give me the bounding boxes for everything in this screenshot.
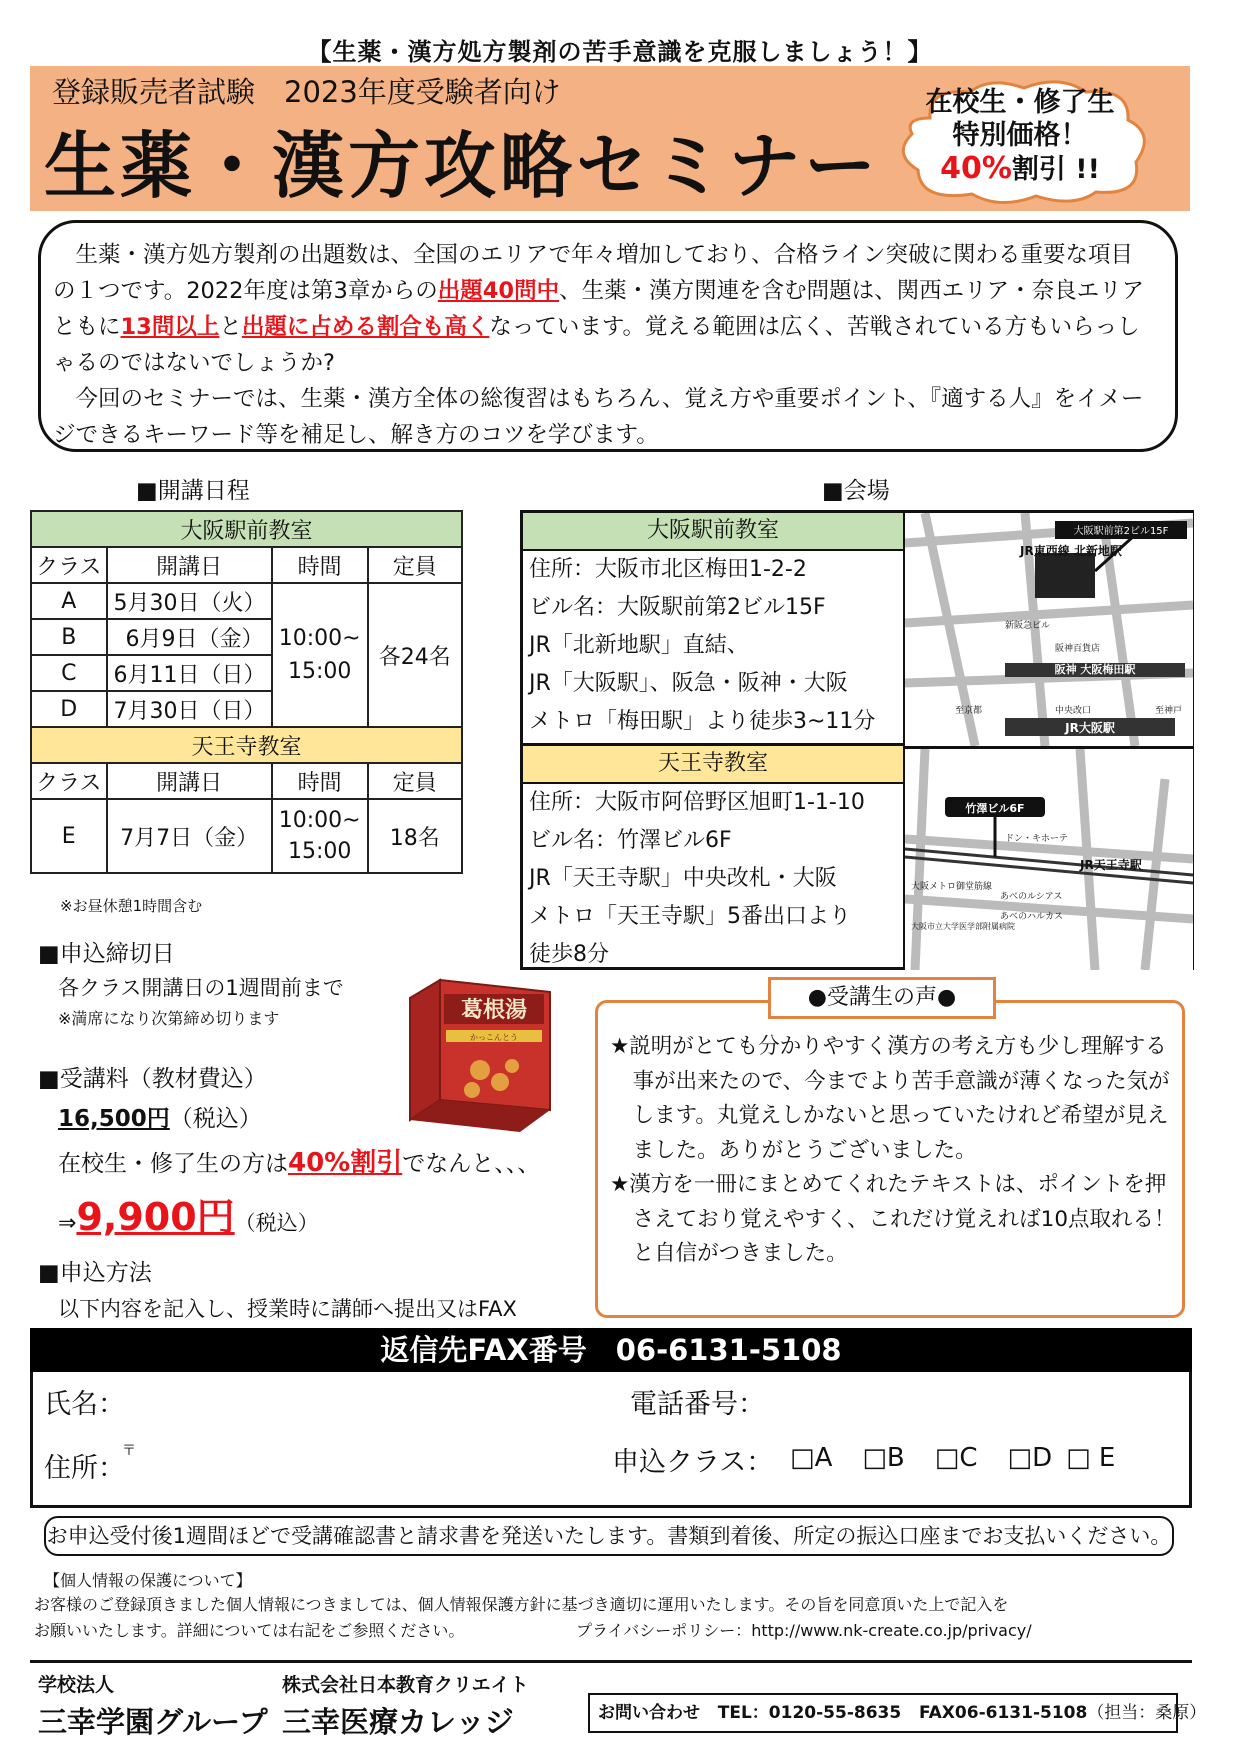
org1-name: 三幸学園グループ [38, 1705, 268, 1739]
badge-line1: 在校生・修了生 [925, 87, 1115, 118]
date-cell: 6月11日（日） [107, 655, 272, 691]
tennoji-venue-info [523, 746, 903, 967]
map-label: あべのハルカス [1000, 912, 1064, 922]
intro-text: と [219, 314, 242, 340]
kakkonto-box-illustration [400, 970, 560, 1135]
map-label: ドン・キホーテ [1005, 834, 1069, 844]
class-cell: B [31, 619, 107, 655]
class-cell: A [31, 583, 107, 619]
voice-title: ●受講生の声● [768, 977, 996, 1019]
col-class: クラス [31, 763, 107, 799]
venue-line: メトロ「梅田駅」より徒歩3~11分 [529, 709, 876, 734]
badge-line2: 特別価格！ [952, 120, 1088, 151]
venue-line: 住所：大阪市阿倍野区旭町1-1-10 [529, 790, 865, 815]
contact-person: （担当：桑原） [1087, 1703, 1207, 1723]
osaka-venue-header: 大阪駅前教室 [523, 513, 903, 551]
map-label: JR東西線 北新地駅 [1020, 544, 1122, 558]
map-label: 中央改口 [1055, 706, 1092, 716]
intro-text: 生薬・漢方処方製剤の出題数は、全国のエリアで年々増加しており、合格ライン突破に関わる重要な項目の１つです。2022年度は第3章からの [53, 242, 1134, 304]
apply-heading: ■申込方法 [38, 1260, 152, 1286]
voice-body [610, 1030, 1176, 1272]
badge-tail: 割引 !! [1011, 154, 1100, 185]
class-checkbox-b[interactable]: □B [862, 1443, 905, 1473]
venue-line: JR「天王寺駅」中央改札・大阪 [529, 866, 837, 891]
intro-paragraph-2: 今回のセミナーでは、生薬・漢方全体の総復習はもちろん、覚え方や重要ポイント、『適する人』をイメージできるキーワード等を補足し、解き方のコツを学びます。 [53, 386, 1144, 448]
contact-box [588, 1693, 1207, 1733]
tax-label: （税込） [169, 1106, 262, 1132]
postal-mark: 〒 [122, 1443, 136, 1459]
col-time: 時間 [272, 547, 368, 583]
schedule-table [30, 510, 463, 874]
map-label: 大阪駅前第2ビル15F [1073, 526, 1169, 537]
venue-line: ビル名：竹澤ビル6F [529, 828, 732, 853]
fee-heading: ■受講料（教材費込） [38, 1066, 267, 1092]
apply-text: 以下内容を記入し、授業時に講師へ提出又はFAX [58, 1297, 517, 1321]
osaka-map [903, 513, 1193, 746]
capacity-cell: 各24名 [368, 583, 462, 727]
class-cell: D [31, 691, 107, 727]
header-subtitle: 登録販売者試験 2023年度受験者向け [52, 75, 561, 109]
intro-box [38, 220, 1178, 452]
capacity-cell: 18名 [368, 799, 462, 873]
venue-line: JR「大阪駅」、阪急・阪神・大阪 [529, 671, 848, 696]
schedule-heading: ■開講日程 [136, 478, 250, 504]
fee-discount [58, 1142, 540, 1179]
venue-line: ビル名：大阪駅前第2ビル15F [529, 595, 826, 620]
intro-highlight: 13問以上 [120, 314, 220, 340]
time-start: 10:00~ [278, 808, 361, 833]
org1-small: 学校法人 [38, 1674, 115, 1696]
voice-item: ★漢方を一冊にまとめてくれたテキストは、ポイントを押さえており覚えやすく、これだけ覚えれば10点取れる！と自信がつきました。 [610, 1172, 1176, 1266]
address-label[interactable]: 住所： [44, 1453, 125, 1484]
venue-line: メトロ「天王寺駅」5番出口より [529, 904, 851, 929]
col-capacity: 定員 [368, 763, 462, 799]
venue-box [520, 510, 1194, 970]
map-label: 新阪急ビル [1005, 621, 1051, 631]
name-label[interactable]: 氏名： [44, 1389, 125, 1420]
venue-heading: ■会場 [822, 478, 890, 504]
badge-percent: 40% [940, 151, 1012, 186]
class-cell: E [31, 799, 107, 873]
deadline-text: 各クラス開講日の1週間前まで [58, 976, 344, 1000]
col-time: 時間 [272, 763, 368, 799]
contact-fax: FAX06-6131-5108 [918, 1703, 1088, 1723]
time-cell [272, 799, 368, 873]
class-options [790, 1443, 1115, 1473]
discount-text: でなんと、、、 [402, 1151, 541, 1177]
tagline: 【生薬・漢方処方製剤の苦手意識を克服しましょう！】 [307, 38, 933, 66]
tax-label: （税込） [234, 1211, 319, 1235]
product-label: 葛根湯 [460, 997, 528, 1023]
intro-highlight: 出題40問中 [437, 278, 560, 304]
venue-line: JR「北新地駅」直結、 [529, 633, 749, 658]
org2-name: 三幸医療カレッジ [282, 1705, 514, 1739]
product-sub: かっこんとう [470, 1033, 518, 1042]
tennoji-map [903, 746, 1193, 970]
map-label: あべのルシアス [1000, 892, 1063, 902]
deadline-heading: ■申込締切日 [38, 941, 175, 967]
venue-line: 徒歩8分 [529, 942, 609, 967]
date-cell: 5月30日（火） [107, 583, 272, 619]
discount-highlight: 40%割引 [288, 1148, 403, 1178]
lunch-note: ※お昼休憩1時間含む [60, 897, 203, 915]
fax-number-header: 返信先FAX番号 06-6131-5108 [30, 1328, 1192, 1372]
class-checkbox-d[interactable]: □D [1007, 1443, 1053, 1473]
class-cell: C [31, 655, 107, 691]
badge-line3 [910, 152, 1130, 186]
map-label: 竹澤ビル6F [965, 802, 1025, 815]
org2-small: 株式会社日本教育クリエイト [282, 1674, 529, 1696]
notice-box: お申込受付後1週間ほどで受講確認書と請求書を発送いたします。書類到着後、所定の振込口座までお支払いください。 [44, 1516, 1174, 1556]
map-label: 至神戸 [1155, 706, 1183, 716]
time-end: 15:00 [287, 839, 352, 864]
phone-label[interactable]: 電話番号： [630, 1389, 765, 1420]
map-label: 至京都 [955, 706, 983, 716]
osaka-classroom-header: 大阪駅前教室 [31, 511, 462, 547]
contact-label: お問い合わせ [598, 1703, 700, 1723]
map-label: 大阪メトロ御堂筋線 [911, 882, 993, 892]
deadline-note: ※満席になり次第締め切ります [58, 1009, 280, 1028]
map-label: JR大阪駅 [1065, 721, 1115, 735]
class-checkbox-e[interactable]: □ E [1066, 1443, 1116, 1473]
time-start: 10:00~ [278, 626, 361, 651]
tennoji-classroom-header: 天王寺教室 [31, 727, 462, 763]
privacy-line1: お客様のご登録頂きました個人情報につきましては、個人情報保護方針に基づき適切に運用いたします。その旨を同意頂いた上で記入を [34, 1595, 1009, 1614]
col-capacity: 定員 [368, 547, 462, 583]
footer-divider [30, 1660, 1192, 1663]
fee-regular [58, 1100, 262, 1133]
venue-line: 住所：大阪市北区梅田1-2-2 [529, 557, 807, 582]
fee-new [58, 1186, 319, 1241]
map-label: 大阪市立大学医学部附属病院 [911, 922, 1015, 931]
class-checkbox-a[interactable]: □A [790, 1443, 833, 1473]
class-checkbox-c[interactable]: □C [934, 1443, 978, 1473]
privacy-heading: 【個人情報の保護について】 [44, 1571, 252, 1590]
discount-price: 9,900円 [76, 1195, 235, 1239]
regular-price: 16,500円 [58, 1106, 170, 1132]
col-class: クラス [31, 547, 107, 583]
page-title: 生薬・漢方攻略セミナー [44, 124, 881, 208]
col-date: 開講日 [107, 547, 272, 583]
intro-text: 、生薬・漢方関連を含む問題は、関西エリア・奈良エリアともに [53, 278, 1145, 340]
intro-text: なっています。覚える範囲は広く、苦戦されている方もいらっしゃるのではないでしょうか? [53, 314, 1140, 376]
map-label: 阪神百貨店 [1055, 644, 1101, 654]
privacy-line2: お願いいたします。詳細については右記をご参照ください。 [34, 1621, 465, 1640]
date-cell: 7月30日（日） [107, 691, 272, 727]
contact-tel[interactable]: TEL：0120-55-8635 [717, 1703, 902, 1723]
privacy-policy-link[interactable]: プライバシーポリシー：http://www.nk-create.co.jp/privacy/ [576, 1621, 1032, 1640]
date-cell: 7月7日（金） [107, 799, 272, 873]
date-cell: 6月9日（金） [107, 619, 272, 655]
osaka-venue-info [523, 513, 903, 746]
map-label: JR天王寺駅 [1080, 858, 1142, 872]
class-select-label: 申込クラス： [612, 1447, 774, 1478]
voice-item: ★説明がとても分かりやすく漢方の考え方も少し理解する事が出来たので、今までより苦手意識が薄くなった気がします。丸覚えしかないと思っていたけれど希望が見えました。ありがとうございました。 [610, 1034, 1170, 1163]
map-label: 阪神 大阪梅田駅 [1054, 663, 1136, 676]
col-date: 開講日 [107, 763, 272, 799]
time-cell [272, 583, 368, 727]
discount-text: 在校生・修了生の方は [58, 1151, 288, 1177]
intro-highlight: 出題に占める割合も高く [241, 314, 490, 340]
intro-paragraph-1 [53, 237, 1155, 381]
discount-badge [910, 86, 1130, 186]
tennoji-venue-header: 天王寺教室 [523, 746, 903, 784]
time-end: 15:00 [287, 659, 352, 684]
arrow-icon: ⇒ [58, 1211, 77, 1236]
